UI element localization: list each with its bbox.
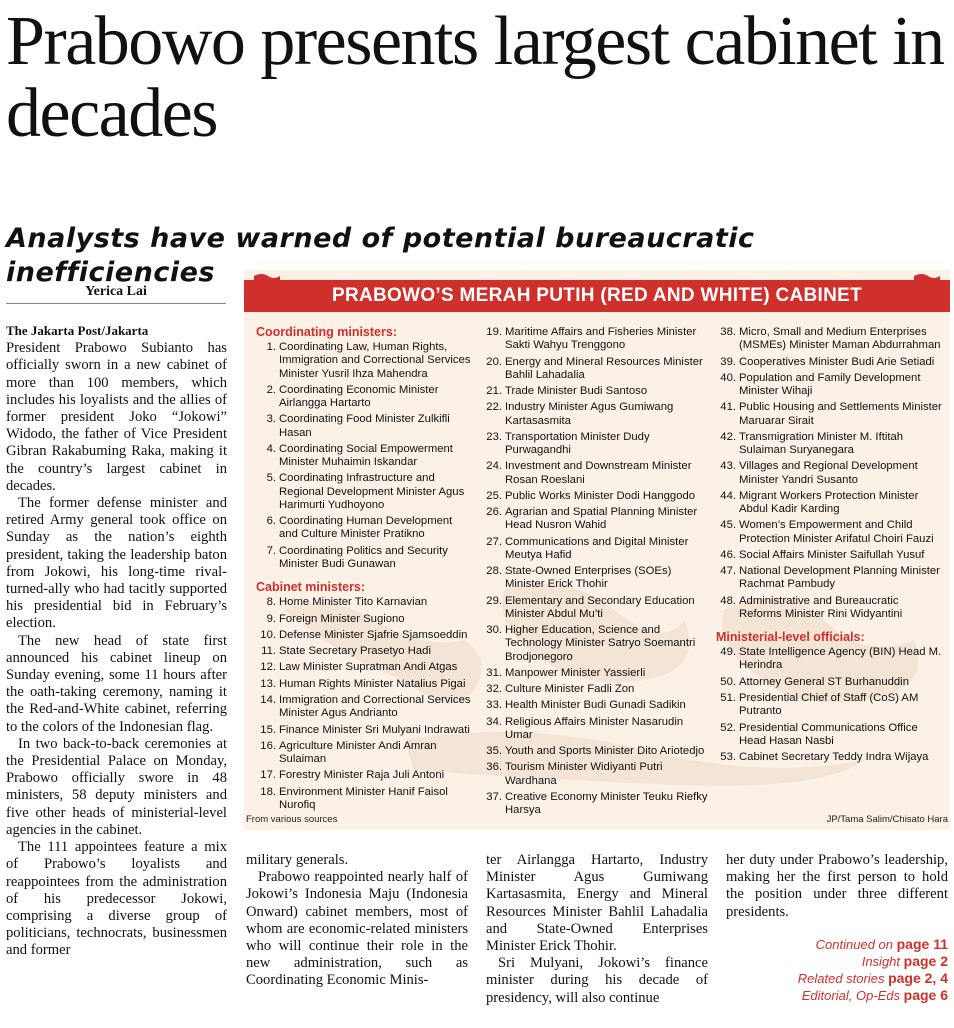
list-item-number: 20. [486, 355, 502, 368]
page-reference [740, 987, 948, 1004]
article-paragraph: Prabowo reappointed nearly half of Jokowi’s Indonesia Maju (Indonesia Onward) cabinet members, most of whom are economic-related ministers who will continue their role in the new administration, such as Coordinating Economic Minis- [246, 869, 468, 989]
list-item [256, 545, 474, 571]
list-item-number: 52. [720, 721, 736, 734]
list-item-number: 40. [720, 371, 736, 384]
article-paragraph: her duty under Prabowo’s leadership, making her the first person to hold the position under three different presidents. [726, 852, 948, 920]
list-item-text: Foreign Minister Sugiono [279, 612, 405, 625]
list-item-number: 21. [486, 385, 502, 397]
list-item [482, 716, 710, 742]
list-item-number: 12. [260, 661, 276, 674]
list-item [482, 401, 710, 427]
infobox-column-1 [256, 326, 474, 815]
list-item-number: 19. [486, 326, 502, 338]
list-item-text: Presidential Chief of Staff (CoS) AM Putranto [739, 692, 919, 718]
list-item-text: Coordinating Infrastructure and Regional Development Minister Agus Harimurti Yudhoyono [279, 472, 465, 511]
list-item-text: Cooperatives Minister Budi Arie Setiadi [739, 355, 935, 368]
list-item [482, 385, 710, 398]
list-item-text: Coordinating Economic Minister Airlangga Hartarto [279, 383, 439, 410]
list-item-text: Investment and Downstream Minister Rosan Roeslani [505, 460, 692, 486]
infobox-section-heading: Coordinating ministers: [256, 325, 397, 339]
list-item [482, 624, 710, 664]
list-item-text: Health Minister Budi Gunadi Sadikin [505, 699, 686, 712]
article-paragraph: President Prabowo Subianto has officially sworn in a new cabinet of more than 100 members, which includes his loyalists and the allies of former president Joko “Jokowi” Widodo, the father of Vice President Gibran Rakabuming Raka, making it the country’s largest cabinet in decades. [6, 340, 227, 494]
list-item-text: Immigration and Correctional Services Minister Agus Andrianto [279, 694, 471, 720]
list-item-number: 34. [486, 715, 502, 728]
list-item-text: Finance Minister Sri Mulyani Indrawati [279, 723, 470, 736]
list-item-text: Presidential Communications Office Head Hasan Nasbi [739, 721, 918, 747]
article-column-4 [726, 852, 948, 921]
list-item-number: 15. [260, 723, 276, 736]
page-references [740, 936, 948, 1004]
reference-page: page 11 [896, 936, 948, 952]
list-item-number: 1. [266, 341, 276, 354]
list-item-text: Coordinating Law, Human Rights, Immigration and Correctional Services Minister Yusril Ihza Mahendra [279, 341, 471, 380]
list-item-text: Defense Minister Sjafrie Sjamsoeddin [279, 628, 468, 641]
list-item-number: 14. [260, 694, 276, 706]
list-item-number: 25. [486, 489, 502, 502]
list-item-text: Trade Minister Budi Santoso [505, 385, 648, 397]
page-reference [740, 953, 948, 970]
list-item-number: 7. [266, 544, 276, 557]
list-item [716, 372, 942, 398]
list-item [716, 460, 942, 486]
list-item-text: Communications and Digital Minister Meutya Hafid [505, 535, 689, 561]
infobox-source: From various sources [246, 814, 338, 825]
list-item [482, 667, 710, 680]
list-item [256, 769, 474, 782]
list-item-text: State Secretary Prasetyo Hadi [279, 645, 431, 658]
article-paragraph: The 111 appointees feature a mix of Prabowo’s loyalists and reappointees from the administration of his predecessor Jokowi, comprising a diverse group of politicians, technocrats, businessmen and former [6, 839, 227, 959]
reference-label: Related stories [797, 971, 889, 986]
list-item-text: Industry Minister Agus Gumiwang Kartasasmita [505, 401, 674, 427]
list-item-number: 17. [260, 769, 276, 782]
list-item [256, 629, 474, 642]
list-item-text: Attorney General ST Burhanuddin [739, 675, 909, 688]
list-item-number: 38. [720, 326, 736, 338]
list-item-number: 2. [266, 383, 276, 396]
list-item-text: Coordinating Food Minister Zulkifli Hasan [279, 413, 450, 439]
list-item-number: 48. [720, 594, 736, 607]
infobox-section-heading: Ministerial-level officials: [716, 630, 865, 644]
page-reference [740, 936, 948, 953]
list-item-text: Youth and Sports Minister Dito Ariotedjo [505, 745, 705, 758]
list-item-text: Transmigration Minister M. Iftitah Sulaiman Suryanegara [739, 430, 904, 456]
list-item [482, 506, 710, 532]
list-item-text: Maritime Affairs and Fisheries Minister Sakti Wahyu Trenggono [505, 326, 697, 352]
list-item-number: 46. [720, 548, 736, 561]
list-item-number: 36. [486, 761, 502, 774]
list-item-number: 4. [266, 442, 276, 455]
article-paragraph: The former defense minister and retired Army general took office on Sunday as the nation’s eighth president, taking the leadership baton from Jokowi, his long-time rival-turned-ally who had tacitly supported his presidential bid in February’s election. [6, 495, 227, 632]
reference-label: Insight [861, 954, 904, 969]
list-item-number: 37. [486, 790, 502, 803]
list-item [256, 678, 474, 691]
list-item [482, 490, 710, 503]
list-item-text: Home Minister Tito Karnavian [279, 596, 428, 609]
list-item-number: 51. [720, 692, 736, 704]
list-item-text: Environment Minister Hanif Faisol Nurofiq [279, 785, 448, 811]
list-item-number: 23. [486, 430, 502, 443]
article-paragraph: military generals. [246, 852, 349, 868]
list-item-number: 8. [266, 596, 276, 609]
list-item-number: 45. [720, 519, 736, 532]
list-item [256, 786, 474, 812]
list-item [482, 745, 710, 758]
list-item-number: 16. [260, 739, 276, 752]
list-item [482, 791, 710, 817]
list-item [716, 519, 942, 545]
list-item-number: 26. [486, 506, 502, 519]
list-item-number: 39. [720, 355, 736, 368]
list-item-number: 50. [720, 675, 736, 688]
reference-page: page 6 [903, 987, 948, 1003]
list-item-text: Manpower Minister Yassierli [505, 666, 646, 679]
list-item-number: 43. [720, 460, 736, 473]
list-item [482, 565, 710, 591]
list-item-number: 22. [486, 401, 502, 414]
list-item-number: 18. [260, 785, 276, 798]
list-item [716, 646, 942, 672]
list-item-text: Creative Economy Minister Teuku Riefky Harsya [505, 790, 708, 817]
list-item-text: Cabinet Secretary Teddy Indra Wijaya [739, 751, 929, 763]
list-item-text: Religious Affairs Minister Nasarudin Umar [505, 715, 684, 741]
list-item [716, 549, 942, 562]
list-item [716, 431, 942, 457]
list-item [256, 341, 474, 381]
list-item-number: 13. [260, 677, 276, 690]
reference-page: page 2 [903, 953, 948, 969]
list-item [716, 356, 942, 369]
list-item-text: Energy and Mineral Resources Minister Bahlil Lahadalia [505, 355, 703, 381]
list-item-number: 35. [486, 745, 502, 758]
list-item-text: National Development Planning Minister Rachmat Pambudy [739, 565, 940, 591]
list-item [482, 699, 710, 712]
cabinet-infobox [244, 270, 950, 830]
list-item [716, 676, 942, 689]
list-item-text: Women’s Empowerment and Child Protection Minister Arifatul Choiri Fauzi [739, 519, 934, 545]
list-item-text: Public Housing and Settlements Minister Maruarar Sirait [739, 401, 942, 427]
list-item-number: 28. [486, 565, 502, 578]
list-item [256, 661, 474, 674]
infobox-title: PRABOWO’S MERAH PUTIH (RED AND WHITE) CABINET [244, 280, 950, 312]
list-item-number: 33. [486, 699, 502, 712]
list-item [482, 595, 710, 621]
list-item-number: 27. [486, 535, 502, 548]
list-item [482, 761, 710, 787]
list-item-number: 24. [486, 460, 502, 473]
list-item-text: Agrarian and Spatial Planning Minister Head Nusron Wahid [505, 506, 698, 532]
byline: Yerica Lai [6, 284, 226, 304]
list-item-number: 11. [261, 645, 276, 658]
list-item-text: Population and Family Development Minister Wihaji [739, 371, 921, 397]
article-paragraph: Sri Mulyani, Jokowi’s finance minister during his decade of presidency, will also continue [486, 955, 708, 1006]
article-paragraph: ter Airlangga Hartarto, Industry Minister Agus Gumiwang Kartasasmita, Energy and Mineral Resources Minister Bahlil Lahadalia and State-Owned Enterprises Minister Erick Thohir. [486, 852, 708, 955]
list-item-number: 30. [486, 624, 502, 637]
list-item [256, 384, 474, 410]
list-item [716, 722, 942, 748]
list-item-text: Social Affairs Minister Saifullah Yusuf [739, 548, 925, 561]
list-item [256, 613, 474, 626]
list-item-text: Coordinating Human Development and Culture Minister Pratikno [279, 515, 453, 541]
infobox-column-3 [716, 326, 942, 767]
list-item [482, 536, 710, 562]
list-item-number: 10. [260, 628, 276, 641]
list-item [716, 692, 942, 718]
list-item [256, 596, 474, 609]
list-item [482, 326, 710, 352]
list-item [716, 595, 942, 621]
list-item-text: Administrative and Bureaucratic Reforms Minister Rini Widyantini [739, 594, 903, 620]
reference-label: Continued on [815, 937, 897, 952]
list-item [256, 472, 474, 512]
list-item [256, 645, 474, 658]
list-item [482, 460, 710, 486]
headline: Prabowo presents largest cabinet in decades [6, 3, 944, 152]
list-item-text: Human Rights Minister Natalius Pigai [279, 677, 466, 690]
list-item-text: Culture Minister Fadli Zon [505, 683, 635, 696]
list-item-number: 31. [486, 666, 502, 679]
list-item [256, 515, 474, 541]
list-item-number: 29. [486, 594, 502, 607]
article-column-3 [486, 852, 708, 1007]
list-item [716, 326, 942, 352]
list-item-number: 49. [720, 646, 736, 659]
list-item-text: Elementary and Secondary Education Minister Abdul Mu’ti [505, 594, 695, 620]
list-item-text: Forestry Minister Raja Juli Antoni [279, 769, 445, 782]
list-item-text: State Intelligence Agency (BIN) Head M. Herindra [739, 646, 942, 672]
list-item-text: Villages and Regional Development Minister Yandri Susanto [739, 460, 918, 486]
list-item-text: Transportation Minister Dudy Purwagandhi [505, 430, 650, 456]
list-item-number: 32. [486, 683, 502, 696]
infobox-column-2 [482, 326, 710, 820]
list-item-text: Tourism Minister Widiyanti Putri Wardhana [505, 761, 663, 787]
list-item-number: 53. [720, 751, 736, 763]
dateline: The Jakarta Post/Jakarta [6, 323, 149, 338]
list-item-text: Micro, Small and Medium Enterprises (MSMEs) Minister Maman Abdurrahman [739, 326, 941, 352]
list-item [716, 565, 942, 591]
list-item [256, 413, 474, 439]
list-item-text: Coordinating Politics and Security Minister Budi Gunawan [279, 544, 448, 570]
subheadline: Analysts have warned of potential bureaucratic inefficiencies [6, 223, 755, 288]
list-item-number: 41. [720, 401, 736, 414]
list-item-text: Law Minister Supratman Andi Atgas [279, 661, 458, 674]
list-item [256, 694, 474, 720]
list-item [716, 401, 942, 427]
list-item-number: 3. [266, 413, 276, 426]
list-item [256, 443, 474, 469]
article-column-2 [246, 852, 468, 990]
article-paragraph: The new head of state first announced his cabinet lineup on Sunday evening, some 11 hours after the oath-taking ceremony, naming it the Red-and-White cabinet, referring to the colors of the Indonesian flag. [6, 632, 227, 735]
page-reference [740, 970, 948, 987]
infobox-credit: JP/Tama Salim/Chisato Hara [826, 814, 948, 825]
infobox-section-heading: Cabinet ministers: [256, 580, 366, 595]
list-item-text: State-Owned Enterprises (SOEs) Minister Erick Thohir [505, 565, 672, 591]
list-item-number: 5. [266, 472, 276, 485]
list-item [482, 683, 710, 696]
list-item-number: 44. [720, 489, 736, 502]
list-item-text: Migrant Workers Protection Minister Abdul Kadir Karding [739, 489, 919, 515]
article-paragraph: In two back-to-back ceremonies at the Presidential Palace on Monday, Prabowo officially swore in 48 ministers, 58 deputy ministers and five other heads of ministerial-level agencies in the cabinet. [6, 735, 227, 838]
list-item [256, 740, 474, 766]
reference-label: Editorial, Op-Eds [801, 988, 904, 1003]
list-item [482, 431, 710, 457]
list-item [716, 490, 942, 516]
list-item-text: Agriculture Minister Andi Amran Sulaiman [279, 739, 437, 765]
list-item [256, 724, 474, 737]
article-column-1 [6, 322, 227, 960]
list-item-text: Coordinating Social Empowerment Minister Muhaimin Iskandar [279, 442, 453, 469]
list-item-number: 42. [720, 430, 736, 443]
list-item-text: Higher Education, Science and Technology Minister Satryo Soemantri Brodjonegoro [505, 624, 696, 663]
list-item [716, 751, 942, 764]
list-item-number: 9. [266, 612, 276, 625]
list-item-number: 6. [266, 515, 276, 528]
list-item-number: 47. [720, 565, 736, 578]
list-item-text: Public Works Minister Dodi Hanggodo [505, 489, 696, 502]
reference-page: page 2, 4 [888, 970, 948, 986]
list-item [482, 356, 710, 382]
